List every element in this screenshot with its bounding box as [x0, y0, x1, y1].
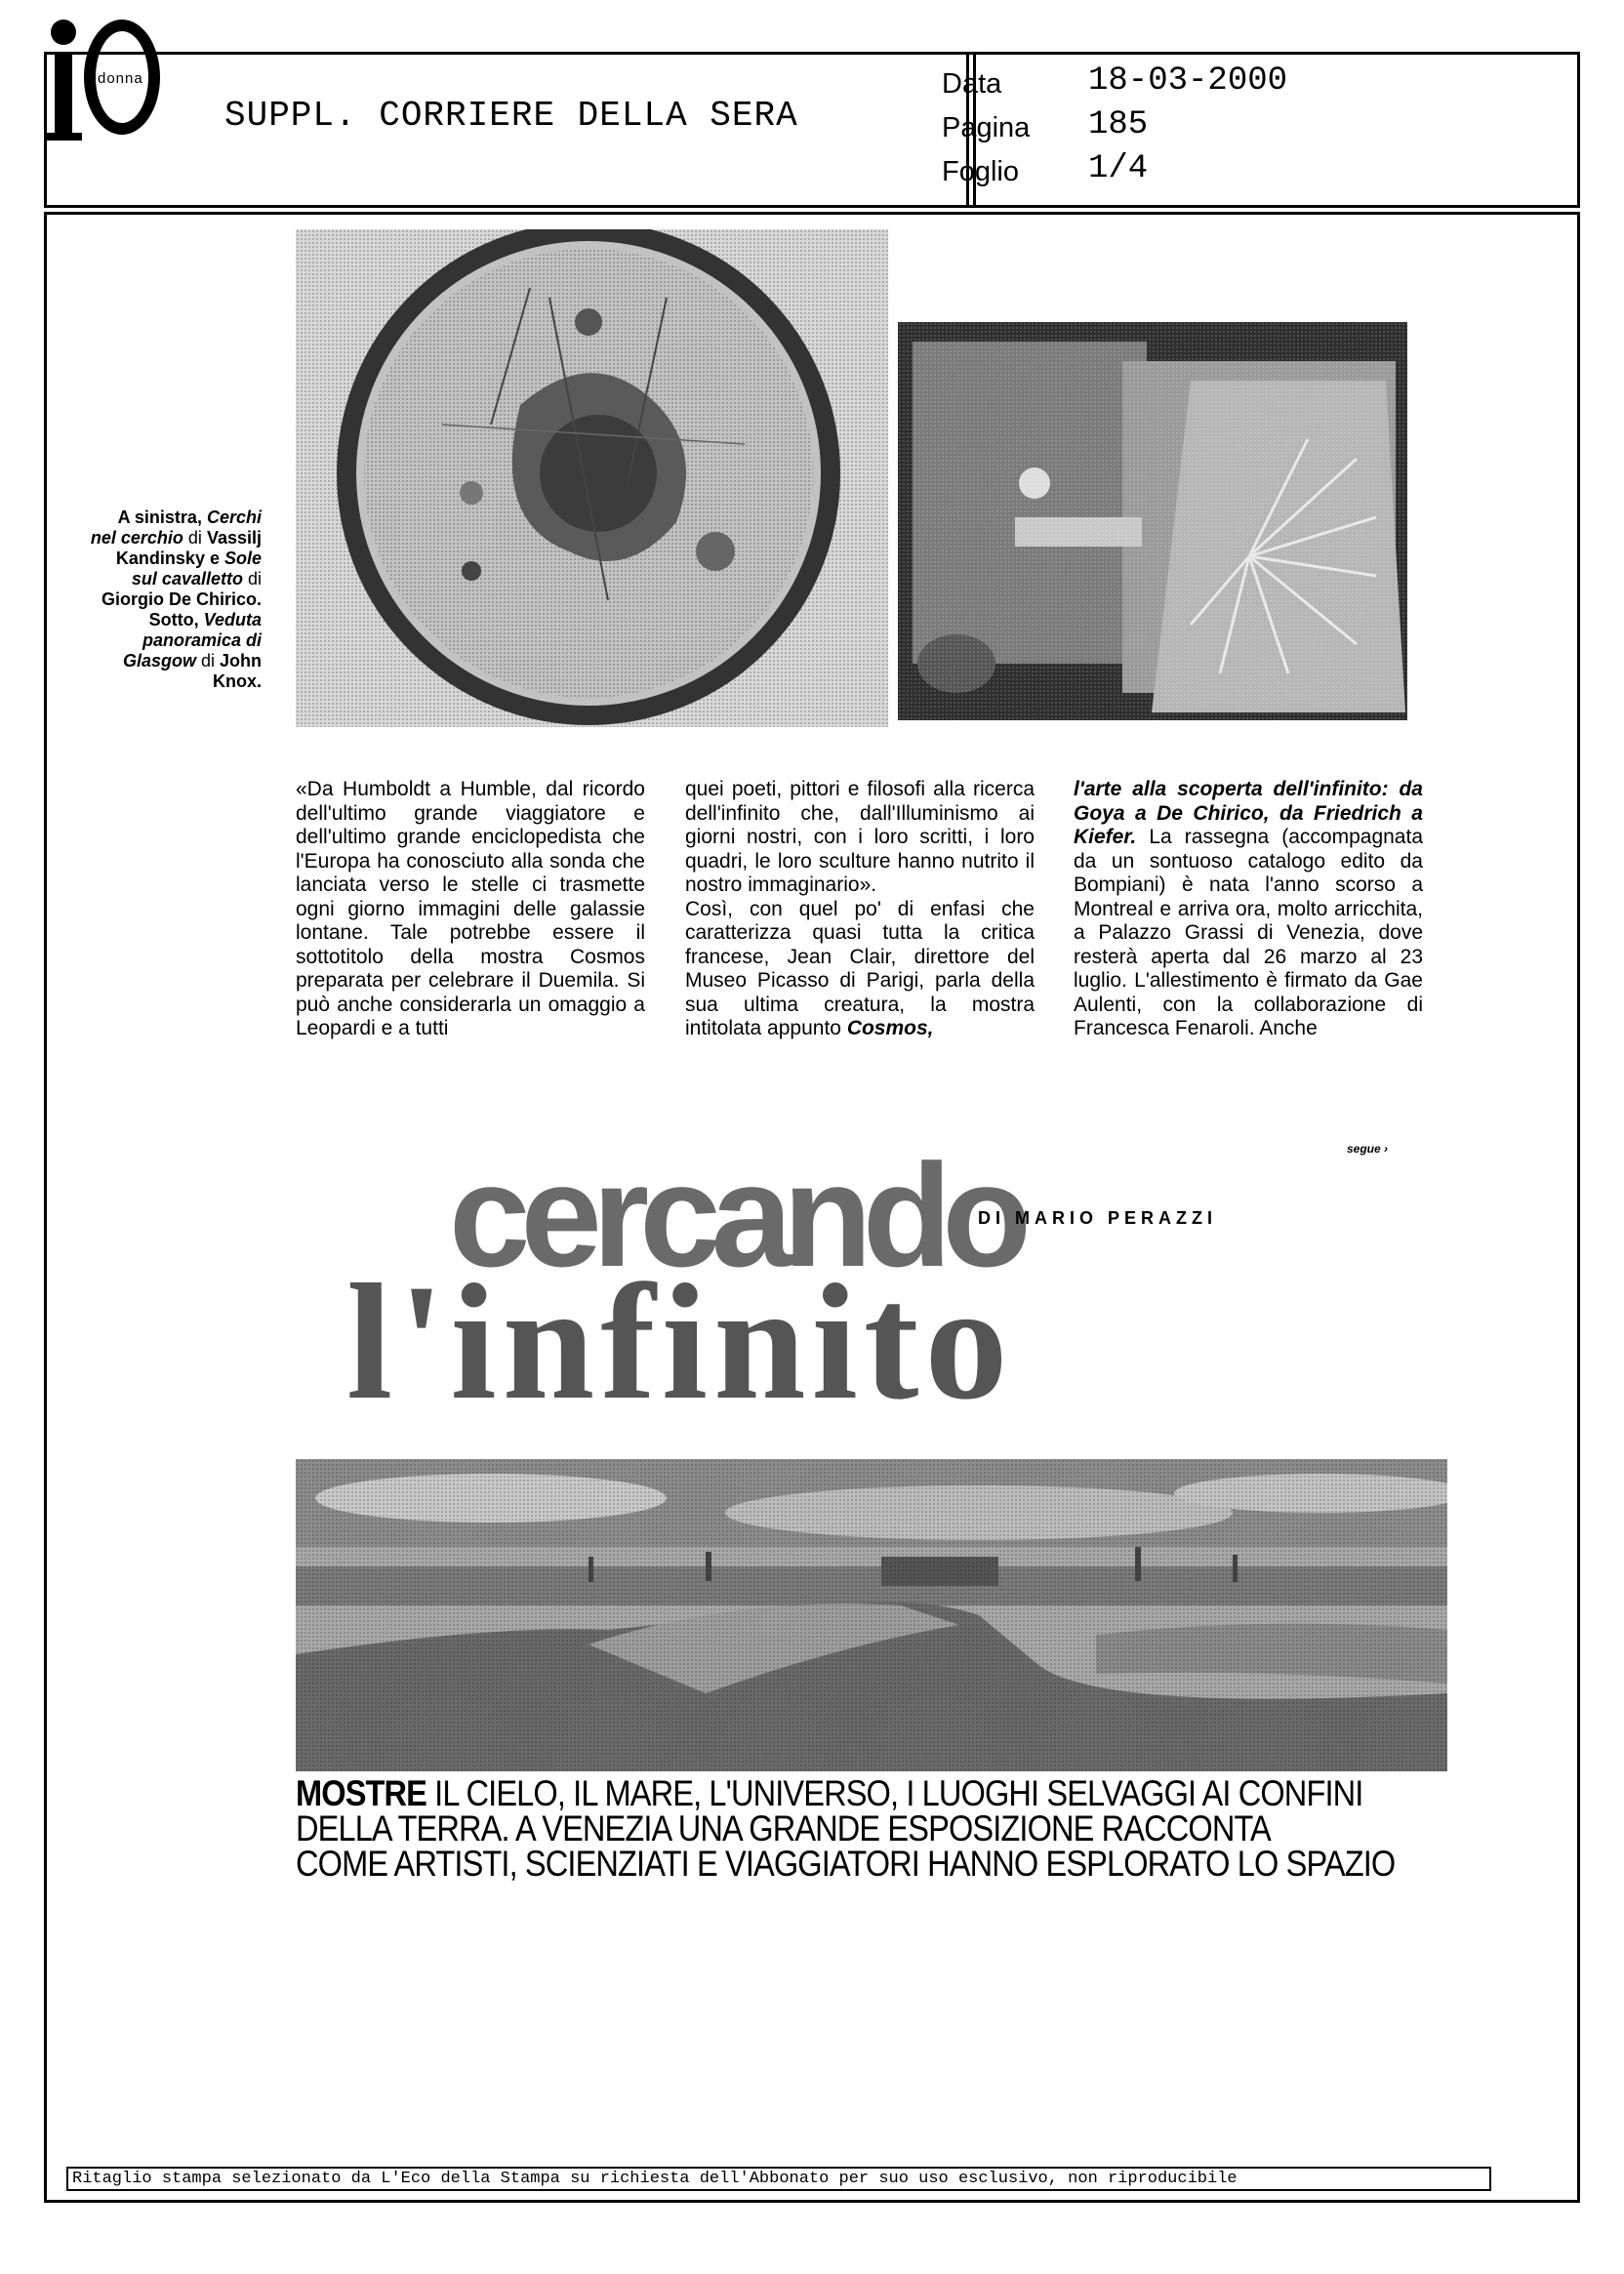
article-col3-subtitle: l'arte alla scoperta dell'infinito: da Goya a De Chirico, da Friedrich a Kiefer.: [1074, 778, 1423, 848]
logo-i-serif: [45, 133, 82, 141]
headline-line-2: l'infinito: [346, 1250, 1014, 1434]
meta-label-pagina: Pagina: [942, 112, 1031, 143]
de-chirico-painting-image: [898, 322, 1407, 720]
caption-part-1: A sinistra,: [117, 508, 202, 527]
meta-label-data: Data: [942, 68, 1002, 100]
kandinsky-painting-image: [296, 229, 888, 727]
deck-line-2: DELLA TERRA. A VENEZIA UNA GRANDE ESPOSIZIONE RACCONTA: [296, 1808, 1271, 1848]
caption-part-5: Sole sul cavalletto: [131, 548, 262, 589]
clipping-footer-notice: Ritaglio stampa selezionato da L'Eco della Stampa su richiesta dell'Abbonato per suo uso esclusivo, non riproducibile: [66, 2167, 1491, 2191]
deck-kicker: MOSTRE: [296, 1773, 427, 1813]
article-col2-para-2: Così, con quel po' di enfasi che caratterizza quasi tutta la critica francese, Jean Clair, direttore del Museo Picasso di Parigi, parla della sua ultima creatura, la mostra intitolata appunto: [685, 897, 1035, 1039]
caption-part-4: Vassilj Kandinsky e: [115, 528, 262, 568]
article-column-3: [1074, 778, 1423, 1041]
meta-label-foglio: Foglio: [942, 156, 1019, 187]
continued-marker: segue ›: [1347, 1142, 1389, 1156]
caption-part-10: John Knox.: [212, 651, 262, 691]
publication-name: SUPPL. CORRIERE DELLA SERA: [224, 96, 798, 136]
headline-line-1: cercando: [449, 1133, 1022, 1297]
article-col3-text: La rassegna (accompagnata da un sontuoso catalogo edito da Bompiani) è nata l'anno scorso a Montreal e arriva ora, molto arricchita, a Palazzo Grassi di Venezia, dove resterà aperta dal 26 marzo al 23 luglio. L'allestimento è firmato da Gae Aulenti, con la collaborazione di Francesca Fenaroli. Anche: [1074, 826, 1424, 1039]
meta-value-pagina: 185: [1088, 106, 1149, 143]
caption-part-7: Giorgio De Chirico. Sotto,: [101, 589, 262, 629]
article-column-1: [296, 778, 645, 1041]
logo-i-dot: [51, 20, 76, 45]
deck-line-3: COME ARTISTI, SCIENZIATI E VIAGGIATORI HANNO ESPLORATO LO SPAZIO: [296, 1844, 1396, 1884]
author-byline: DI MARIO PERAZZI: [978, 1208, 1217, 1228]
article-deck: [296, 1773, 1446, 1884]
caption-part-8: Veduta panoramica di Glasgow: [122, 610, 262, 670]
deck-line-1: IL CIELO, IL MARE, L'UNIVERSO, I LUOGHI SELVAGGI AI CONFINI: [434, 1773, 1363, 1813]
io-donna-logo: [51, 12, 197, 148]
meta-value-foglio: 1/4: [1088, 150, 1149, 187]
article-column-2: [685, 778, 1035, 1041]
glasgow-panorama-image: [296, 1459, 1447, 1771]
meta-value-data: 18-03-2000: [1088, 62, 1288, 100]
caption-part-2: Cerchi nel cerchio: [90, 508, 262, 548]
caption-part-9: di: [200, 651, 215, 670]
caption-part-6: di: [247, 569, 262, 589]
logo-donna-text: donna: [98, 70, 143, 87]
logo-i-stem: [55, 53, 72, 139]
article-col2-para-1: quei poeti, pittori e filosofi alla ricerca dell'infinito che, dall'Illuminismo ai giorni nostri, con i loro scritti, i loro quadri, le loro sculture hanno nutrito il nostro immaginario».: [685, 778, 1035, 896]
article-col1-text: «Da Humboldt a Humble, dal ricordo dell'ultimo grande viaggiatore e dell'ultimo grande enciclopedista che l'Europa ha conosciuto alla sonda che lanciata verso le stelle ci trasmette ogni giorno immagini delle galassie lontane. Tale potrebbe essere il sottotitolo della mostra Cosmos preparata per celebrare il Duemila. Si può anche considerarla un omaggio a Leopardi e a tutti: [296, 778, 645, 1039]
caption-part-3: di: [187, 528, 202, 548]
image-caption: [88, 508, 262, 692]
article-col2-cosmos: Cosmos,: [846, 1017, 934, 1039]
